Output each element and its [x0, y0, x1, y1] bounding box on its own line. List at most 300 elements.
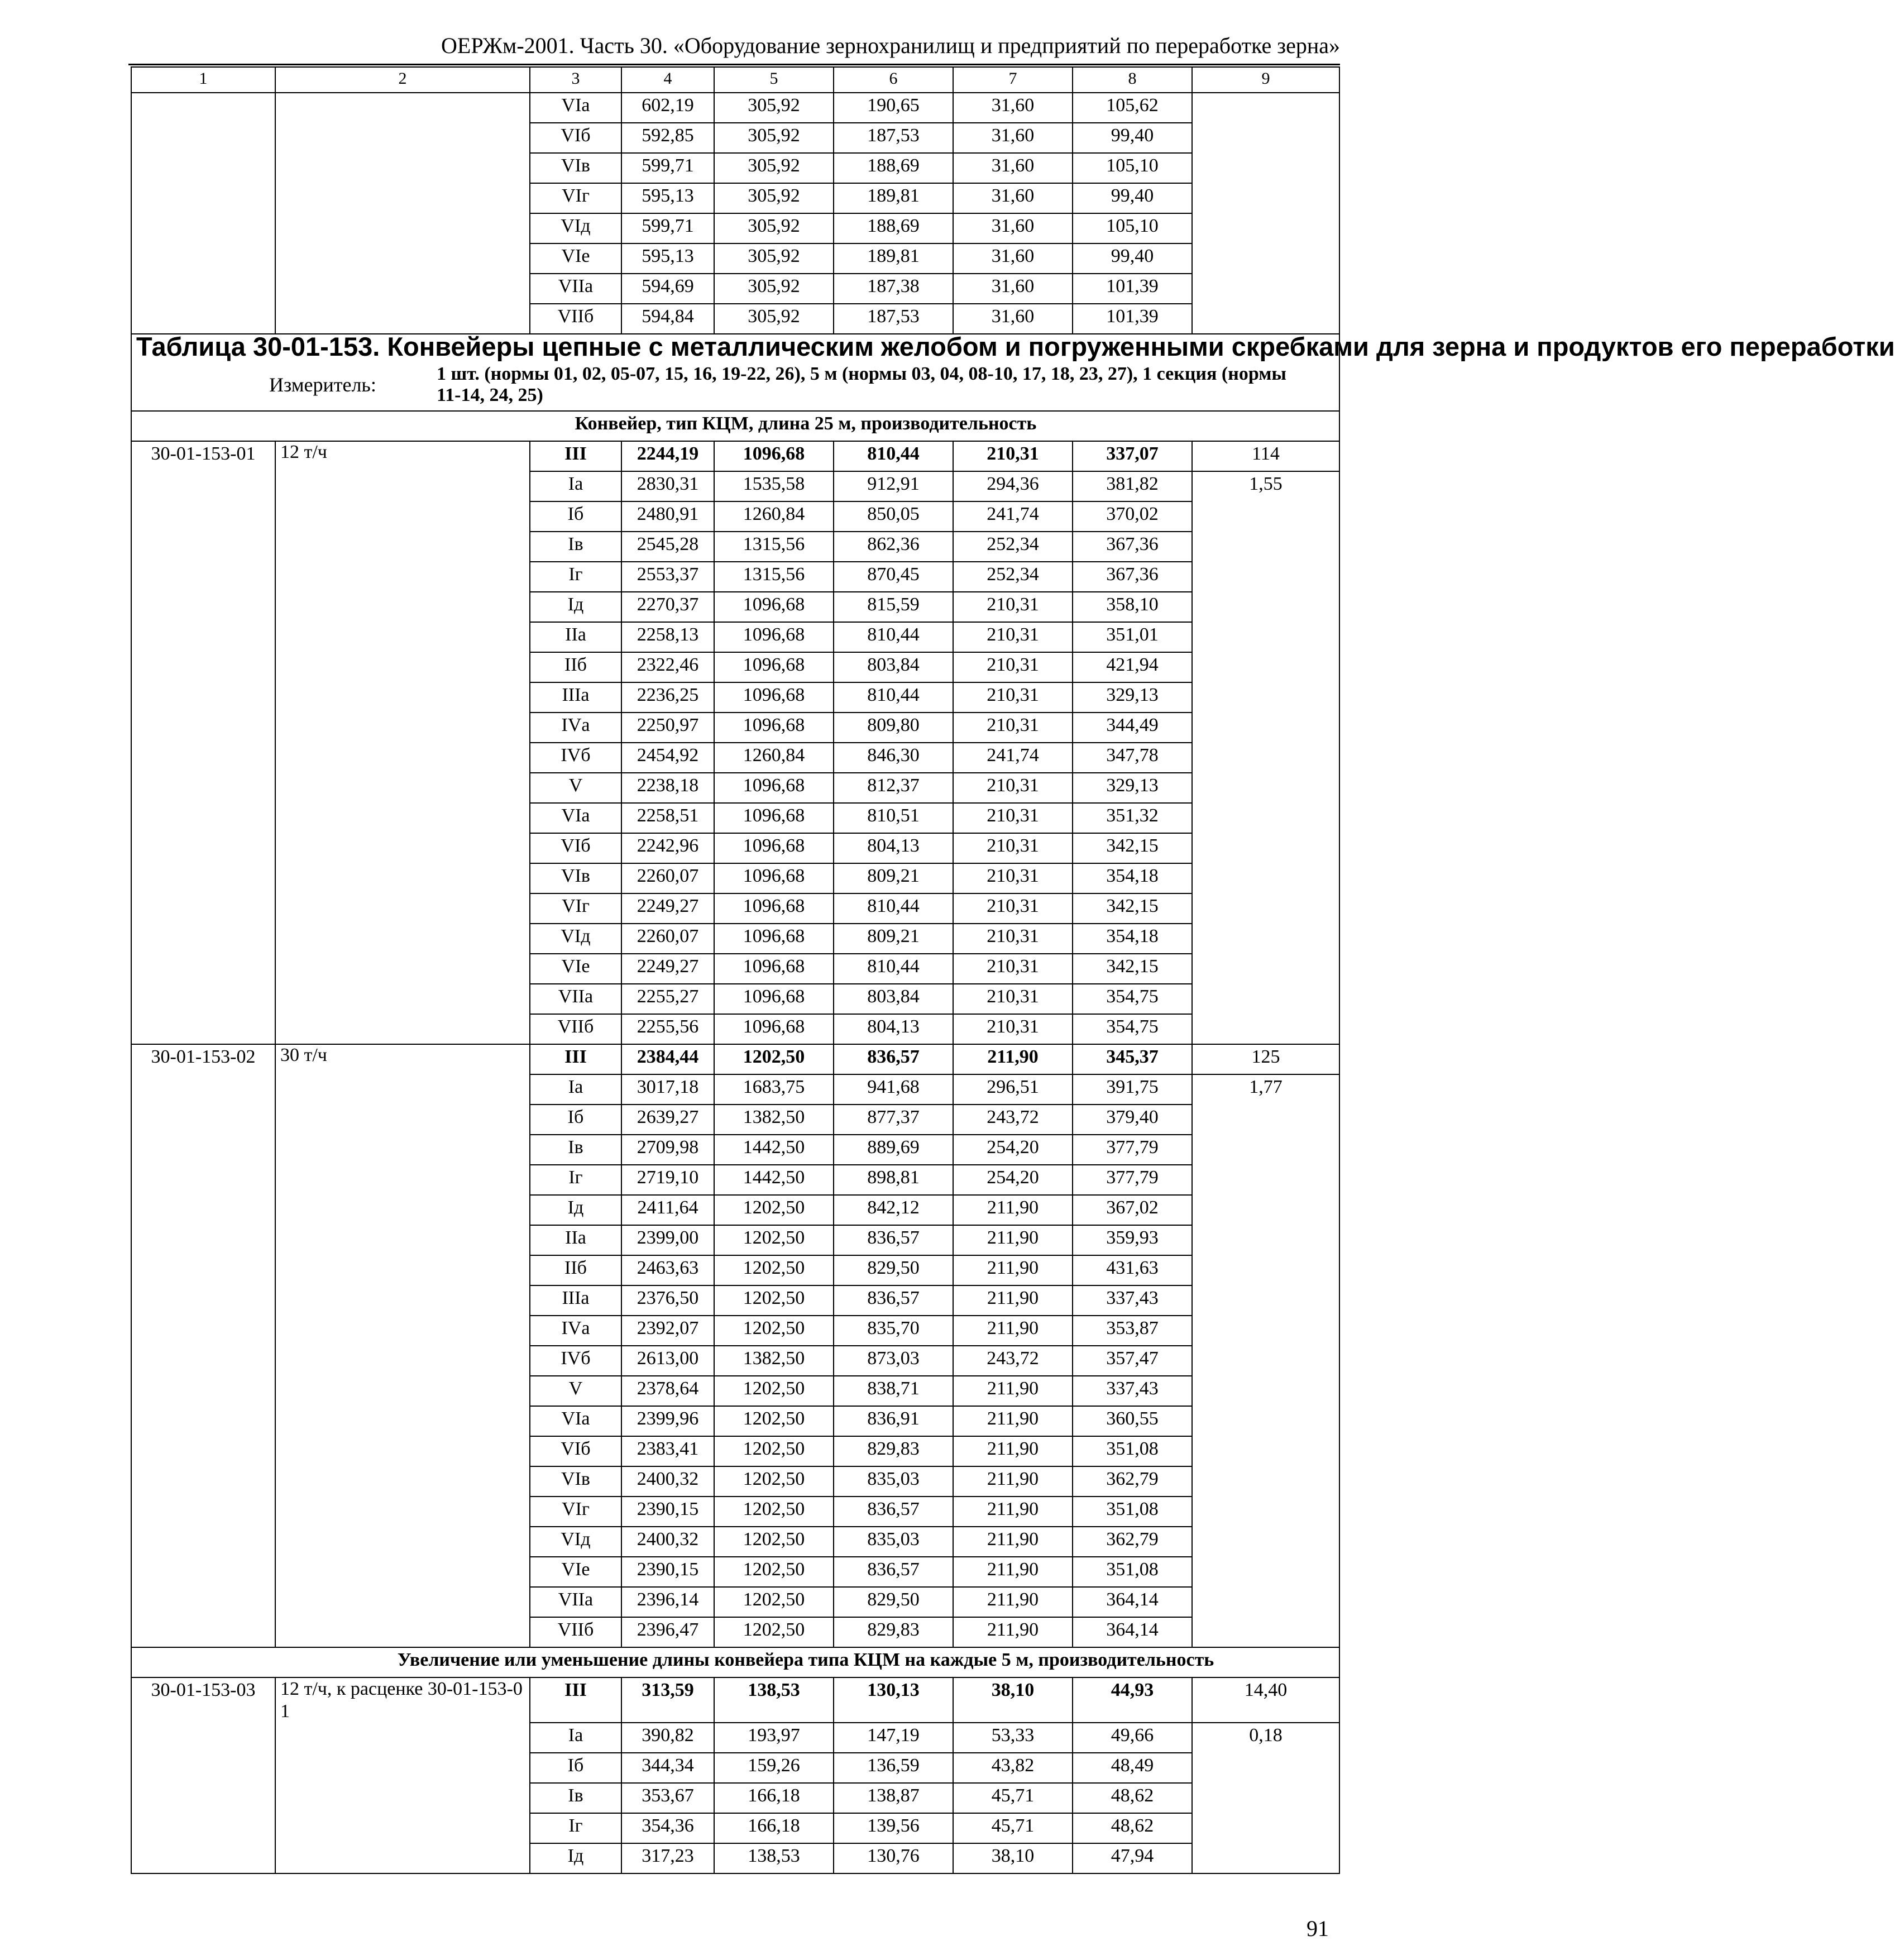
name-cell: [275, 1225, 530, 1255]
value-cell: 211,90: [953, 1617, 1073, 1647]
code-cell: [131, 1753, 275, 1783]
value-cell: 595,13: [621, 183, 714, 213]
value-cell: 812,37: [834, 773, 953, 803]
value-cell: 211,90: [953, 1285, 1073, 1316]
code-cell: [131, 803, 275, 833]
zone-cell: VIд: [530, 924, 621, 954]
value-cell: 835,03: [834, 1466, 953, 1497]
table-row: [131, 1843, 1339, 1873]
code-cell: [131, 1406, 275, 1436]
zone-cell: VIв: [530, 863, 621, 893]
code-cell: [131, 1255, 275, 1285]
value-cell: 2238,18: [621, 773, 714, 803]
page-number: 91: [1307, 1916, 1329, 1941]
code-cell: [131, 1074, 275, 1105]
extra-cell: [1192, 1436, 1339, 1466]
value-cell: 1382,50: [714, 1346, 834, 1376]
value-cell: 38,10: [953, 1843, 1073, 1873]
value-cell: 187,53: [834, 123, 953, 153]
value-cell: 166,18: [714, 1813, 834, 1843]
name-cell: [275, 1014, 530, 1044]
table-row: [131, 1617, 1339, 1647]
code-cell: [131, 893, 275, 924]
extra-cell: [1192, 652, 1339, 682]
zone-cell: VIа: [530, 803, 621, 833]
zone-cell: III: [530, 1044, 621, 1074]
value-cell: 2270,37: [621, 592, 714, 622]
table-row: [131, 1436, 1339, 1466]
name-cell: [275, 592, 530, 622]
value-cell: 130,13: [834, 1677, 953, 1723]
value-cell: 846,30: [834, 743, 953, 773]
name-cell: [275, 984, 530, 1014]
extra-cell: [1192, 1376, 1339, 1406]
name-cell: [275, 954, 530, 984]
value-cell: 49,66: [1073, 1723, 1192, 1753]
value-cell: 210,31: [953, 954, 1073, 984]
value-cell: 354,36: [621, 1813, 714, 1843]
value-cell: 2376,50: [621, 1285, 714, 1316]
value-cell: 317,23: [621, 1843, 714, 1873]
code-cell: [131, 1195, 275, 1225]
value-cell: 1202,50: [714, 1225, 834, 1255]
zone-cell: Iд: [530, 1843, 621, 1873]
code-cell: [131, 833, 275, 863]
table-row: [131, 274, 1339, 304]
extra-cell: [1192, 183, 1339, 213]
zone-cell: VIIа: [530, 984, 621, 1014]
value-cell: 1260,84: [714, 501, 834, 532]
name-cell: 12 т/ч: [275, 441, 530, 471]
value-cell: 252,34: [953, 532, 1073, 562]
column-number-cell: 1: [131, 67, 275, 93]
workload-cell: 0,18: [1192, 1723, 1339, 1753]
code-cell: 30-01-153-02: [131, 1044, 275, 1074]
value-cell: 99,40: [1073, 183, 1192, 213]
column-number-row: [131, 67, 1339, 93]
name-cell: [275, 1105, 530, 1135]
value-cell: 305,92: [714, 123, 834, 153]
zone-cell: VIIа: [530, 1587, 621, 1617]
value-cell: 2400,32: [621, 1527, 714, 1557]
value-cell: 313,59: [621, 1677, 714, 1723]
value-cell: 210,31: [953, 441, 1073, 471]
value-cell: 31,60: [953, 243, 1073, 274]
extra-cell: [1192, 153, 1339, 183]
value-cell: 836,57: [834, 1225, 953, 1255]
table-row: [131, 1406, 1339, 1436]
table-row: [131, 1677, 1339, 1723]
table-row: [131, 441, 1339, 471]
zone-cell: VIе: [530, 954, 621, 984]
value-cell: 873,03: [834, 1346, 953, 1376]
value-cell: 2454,92: [621, 743, 714, 773]
page-header: ОЕРЖм-2001. Часть 30. «Оборудование зернохранилищ и предприятий по переработке зерна»: [441, 33, 1340, 58]
value-cell: 210,31: [953, 592, 1073, 622]
value-cell: 2639,27: [621, 1105, 714, 1135]
value-cell: 1202,50: [714, 1195, 834, 1225]
zone-cell: Iд: [530, 1195, 621, 1225]
extra-cell: [1192, 1813, 1339, 1843]
code-cell: [131, 622, 275, 652]
value-cell: 829,50: [834, 1255, 953, 1285]
value-cell: 189,81: [834, 243, 953, 274]
zone-cell: IIб: [530, 652, 621, 682]
extra-cell: [1192, 1466, 1339, 1497]
value-cell: 48,49: [1073, 1753, 1192, 1783]
section-title-row: [131, 1647, 1339, 1677]
name-cell: [275, 1466, 530, 1497]
name-cell: [275, 1813, 530, 1843]
section-title: Конвейер, тип КЦМ, длина 25 м, производительность: [131, 411, 1339, 441]
value-cell: 252,34: [953, 562, 1073, 592]
value-cell: 305,92: [714, 183, 834, 213]
table-row: [131, 1557, 1339, 1587]
value-cell: 210,31: [953, 833, 1073, 863]
column-number-cell: 5: [714, 67, 834, 93]
code-cell: [131, 1783, 275, 1813]
name-cell: [275, 304, 530, 334]
value-cell: 211,90: [953, 1406, 1073, 1436]
table-row: [131, 1466, 1339, 1497]
value-cell: 211,90: [953, 1587, 1073, 1617]
table-row: [131, 1014, 1339, 1044]
table-row: [131, 1753, 1339, 1783]
table-row: [131, 1105, 1339, 1135]
measure-text: 1 шт. (нормы 01, 02, 05-07, 15, 16, 19-22, 26), 5 м (нормы 03, 04, 08-10, 17, 18, 23, 27), 1 секция (нормы 11-14, 24, 25): [437, 364, 1286, 405]
value-cell: 803,84: [834, 652, 953, 682]
value-cell: 210,31: [953, 713, 1073, 743]
workload-cell: 14,40: [1192, 1677, 1339, 1723]
value-cell: 329,13: [1073, 773, 1192, 803]
value-cell: 344,49: [1073, 713, 1192, 743]
code-cell: [131, 592, 275, 622]
value-cell: 599,71: [621, 153, 714, 183]
value-cell: 2236,25: [621, 682, 714, 713]
value-cell: 358,10: [1073, 592, 1192, 622]
value-cell: 1202,50: [714, 1617, 834, 1647]
code-cell: [131, 123, 275, 153]
zone-cell: VIа: [530, 1406, 621, 1436]
name-cell: [275, 1165, 530, 1195]
table-row: [131, 304, 1339, 334]
zone-cell: Iа: [530, 1723, 621, 1753]
value-cell: 1202,50: [714, 1406, 834, 1436]
extra-cell: [1192, 93, 1339, 123]
value-cell: 1096,68: [714, 773, 834, 803]
value-cell: 105,10: [1073, 153, 1192, 183]
value-cell: 804,13: [834, 833, 953, 863]
value-cell: 804,13: [834, 1014, 953, 1044]
value-cell: 835,70: [834, 1316, 953, 1346]
value-cell: 210,31: [953, 863, 1073, 893]
zone-cell: Iг: [530, 1813, 621, 1843]
value-cell: 835,03: [834, 1527, 953, 1557]
extra-cell: [1192, 954, 1339, 984]
value-cell: 1096,68: [714, 652, 834, 682]
zone-cell: IVб: [530, 1346, 621, 1376]
zone-cell: III: [530, 441, 621, 471]
value-cell: 189,81: [834, 183, 953, 213]
value-cell: 166,18: [714, 1783, 834, 1813]
zone-cell: VIе: [530, 243, 621, 274]
table-row: [131, 1346, 1339, 1376]
value-cell: 342,15: [1073, 833, 1192, 863]
value-cell: 351,08: [1073, 1497, 1192, 1527]
value-cell: 362,79: [1073, 1527, 1192, 1557]
value-cell: 870,45: [834, 562, 953, 592]
value-cell: 1096,68: [714, 622, 834, 652]
value-cell: 810,51: [834, 803, 953, 833]
value-cell: 2396,14: [621, 1587, 714, 1617]
table-row: [131, 213, 1339, 243]
code-cell: [131, 1617, 275, 1647]
table-row: [131, 1165, 1339, 1195]
value-cell: 351,32: [1073, 803, 1192, 833]
table-row: [131, 713, 1339, 743]
value-cell: 254,20: [953, 1135, 1073, 1165]
value-cell: 305,92: [714, 213, 834, 243]
value-cell: 1096,68: [714, 863, 834, 893]
value-cell: 53,33: [953, 1723, 1073, 1753]
name-cell: [275, 893, 530, 924]
code-cell: [131, 1436, 275, 1466]
value-cell: 139,56: [834, 1813, 953, 1843]
zone-cell: IVб: [530, 743, 621, 773]
value-cell: 838,71: [834, 1376, 953, 1406]
code-cell: [131, 984, 275, 1014]
value-cell: 379,40: [1073, 1105, 1192, 1135]
value-cell: 354,18: [1073, 924, 1192, 954]
value-cell: 1096,68: [714, 893, 834, 924]
extra-cell: [1192, 893, 1339, 924]
value-cell: 345,37: [1073, 1044, 1192, 1074]
value-cell: 2390,15: [621, 1557, 714, 1587]
value-cell: 1202,50: [714, 1497, 834, 1527]
value-cell: 810,44: [834, 622, 953, 652]
name-cell: [275, 1285, 530, 1316]
section-title-row: [131, 411, 1339, 441]
value-cell: 31,60: [953, 93, 1073, 123]
value-cell: 941,68: [834, 1074, 953, 1105]
value-cell: 294,36: [953, 471, 1073, 501]
code-cell: [131, 153, 275, 183]
value-cell: 1260,84: [714, 743, 834, 773]
code-cell: [131, 954, 275, 984]
value-cell: 357,47: [1073, 1346, 1192, 1376]
value-cell: 599,71: [621, 213, 714, 243]
column-number-cell: 9: [1192, 67, 1339, 93]
zone-cell: Iа: [530, 1074, 621, 1105]
value-cell: 1315,56: [714, 532, 834, 562]
workload-cell: 1,55: [1192, 471, 1339, 501]
zone-cell: VIа: [530, 93, 621, 123]
extra-cell: [1192, 532, 1339, 562]
table-row: [131, 1195, 1339, 1225]
value-cell: 2719,10: [621, 1165, 714, 1195]
workload-cell: 125: [1192, 1044, 1339, 1074]
value-cell: 138,87: [834, 1783, 953, 1813]
value-cell: 211,90: [953, 1466, 1073, 1497]
name-cell: [275, 1436, 530, 1466]
zone-cell: IIа: [530, 1225, 621, 1255]
value-cell: 337,43: [1073, 1376, 1192, 1406]
value-cell: 391,75: [1073, 1074, 1192, 1105]
value-cell: 44,93: [1073, 1677, 1192, 1723]
value-cell: 2480,91: [621, 501, 714, 532]
value-cell: 2383,41: [621, 1436, 714, 1466]
value-cell: 1096,68: [714, 682, 834, 713]
name-cell: [275, 1843, 530, 1873]
table-row: [131, 803, 1339, 833]
extra-cell: [1192, 1346, 1339, 1376]
extra-cell: [1192, 622, 1339, 652]
value-cell: 2258,51: [621, 803, 714, 833]
extra-cell: [1192, 1105, 1339, 1135]
table-row: [131, 743, 1339, 773]
value-cell: 305,92: [714, 304, 834, 334]
zone-cell: Iг: [530, 562, 621, 592]
name-cell: [275, 501, 530, 532]
name-cell: 30 т/ч: [275, 1044, 530, 1074]
zone-cell: VIг: [530, 1497, 621, 1527]
extra-cell: [1192, 592, 1339, 622]
zone-cell: VIIб: [530, 304, 621, 334]
extra-cell: [1192, 1617, 1339, 1647]
value-cell: 1202,50: [714, 1044, 834, 1074]
table-row: [131, 471, 1339, 501]
name-cell: [275, 1557, 530, 1587]
value-cell: 362,79: [1073, 1466, 1192, 1497]
value-cell: 421,94: [1073, 652, 1192, 682]
extra-cell: [1192, 501, 1339, 532]
table-row: [131, 924, 1339, 954]
value-cell: 2399,00: [621, 1225, 714, 1255]
value-cell: 159,26: [714, 1753, 834, 1783]
zone-cell: IIа: [530, 622, 621, 652]
table-caption-row: [131, 334, 1339, 364]
extra-cell: [1192, 1557, 1339, 1587]
table-row: [131, 1074, 1339, 1105]
name-cell: [275, 1783, 530, 1813]
name-cell: [275, 803, 530, 833]
value-cell: 836,57: [834, 1497, 953, 1527]
value-cell: 602,19: [621, 93, 714, 123]
value-cell: 354,18: [1073, 863, 1192, 893]
value-cell: 364,14: [1073, 1617, 1192, 1647]
extra-cell: [1192, 984, 1339, 1014]
code-cell: [131, 501, 275, 532]
value-cell: 211,90: [953, 1557, 1073, 1587]
value-cell: 2255,56: [621, 1014, 714, 1044]
value-cell: 1683,75: [714, 1074, 834, 1105]
value-cell: 829,50: [834, 1587, 953, 1617]
value-cell: 2384,44: [621, 1044, 714, 1074]
extra-cell: [1192, 1753, 1339, 1783]
zone-cell: Iв: [530, 1783, 621, 1813]
name-cell: [275, 471, 530, 501]
name-cell: [275, 274, 530, 304]
value-cell: 105,62: [1073, 93, 1192, 123]
value-cell: 2322,46: [621, 652, 714, 682]
value-cell: 381,82: [1073, 471, 1192, 501]
column-number-cell: 7: [953, 67, 1073, 93]
value-cell: 594,69: [621, 274, 714, 304]
table-row: [131, 1376, 1339, 1406]
value-cell: 296,51: [953, 1074, 1073, 1105]
extra-cell: [1192, 1225, 1339, 1255]
extra-cell: [1192, 743, 1339, 773]
value-cell: 2250,97: [621, 713, 714, 743]
value-cell: 1202,50: [714, 1285, 834, 1316]
value-cell: 105,10: [1073, 213, 1192, 243]
value-cell: 45,71: [953, 1783, 1073, 1813]
name-cell: [275, 153, 530, 183]
zone-cell: Iб: [530, 1753, 621, 1783]
name-cell: [275, 863, 530, 893]
value-cell: 1202,50: [714, 1376, 834, 1406]
value-cell: 836,91: [834, 1406, 953, 1436]
name-cell: 12 т/ч, к расценке 30-01-153-01: [275, 1677, 530, 1723]
value-cell: 898,81: [834, 1165, 953, 1195]
value-cell: 2392,07: [621, 1316, 714, 1346]
value-cell: 2244,19: [621, 441, 714, 471]
name-cell: [275, 532, 530, 562]
zone-cell: Iв: [530, 532, 621, 562]
table-row: [131, 773, 1339, 803]
measure-row: [131, 364, 1339, 411]
code-cell: [131, 682, 275, 713]
column-number-cell: 6: [834, 67, 953, 93]
rates-table: [131, 66, 1895, 1874]
name-cell: [275, 743, 530, 773]
value-cell: 43,82: [953, 1753, 1073, 1783]
extra-cell: [1192, 243, 1339, 274]
value-cell: 360,55: [1073, 1406, 1192, 1436]
zone-cell: Iг: [530, 1165, 621, 1195]
table-row: [131, 1044, 1339, 1074]
extra-cell: [1192, 1316, 1339, 1346]
zone-cell: VIIб: [530, 1014, 621, 1044]
code-cell: [131, 1285, 275, 1316]
value-cell: 344,34: [621, 1753, 714, 1783]
code-cell: [131, 863, 275, 893]
code-cell: [131, 243, 275, 274]
zone-cell: VIд: [530, 213, 621, 243]
value-cell: 367,36: [1073, 532, 1192, 562]
name-cell: [275, 713, 530, 743]
value-cell: 211,90: [953, 1316, 1073, 1346]
value-cell: 101,39: [1073, 274, 1192, 304]
zone-cell: IIб: [530, 1255, 621, 1285]
column-number-cell: 3: [530, 67, 621, 93]
value-cell: 193,97: [714, 1723, 834, 1753]
value-cell: 836,57: [834, 1044, 953, 1074]
zone-cell: IIIа: [530, 682, 621, 713]
value-cell: 99,40: [1073, 123, 1192, 153]
column-number-cell: 8: [1073, 67, 1192, 93]
extra-cell: [1192, 274, 1339, 304]
value-cell: 3017,18: [621, 1074, 714, 1105]
code-cell: [131, 471, 275, 501]
table-row: [131, 243, 1339, 274]
name-cell: [275, 833, 530, 863]
name-cell: [275, 1255, 530, 1285]
value-cell: 243,72: [953, 1346, 1073, 1376]
value-cell: 1096,68: [714, 713, 834, 743]
value-cell: 836,57: [834, 1557, 953, 1587]
value-cell: 211,90: [953, 1497, 1073, 1527]
